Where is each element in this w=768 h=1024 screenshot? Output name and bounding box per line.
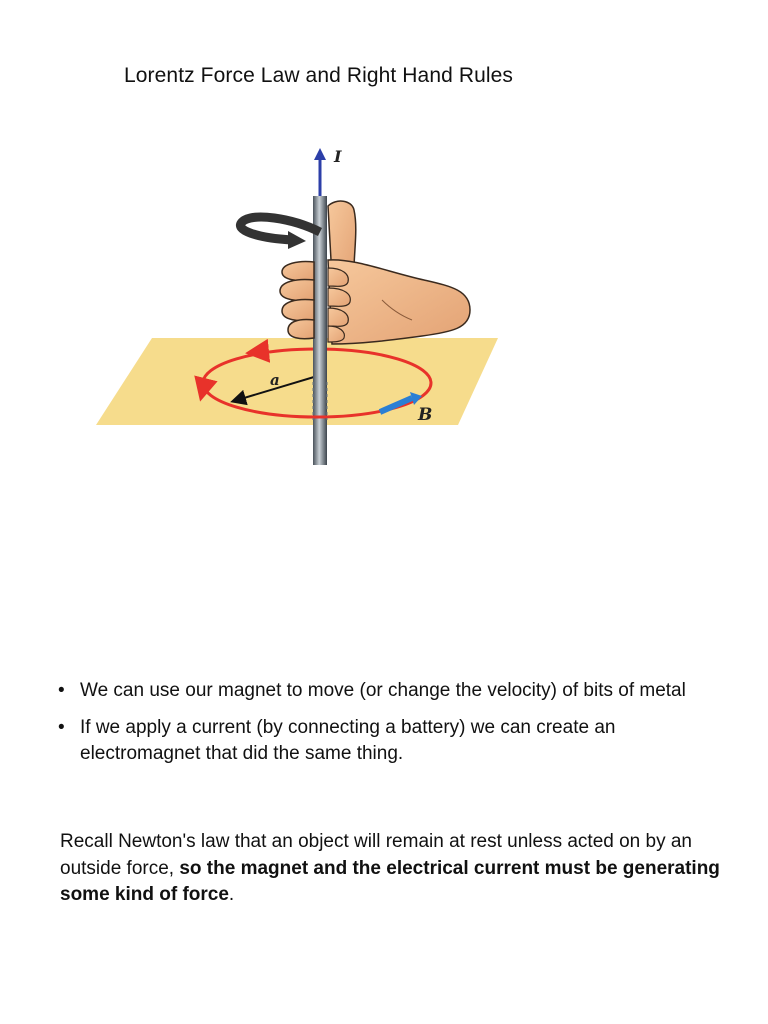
bullet-item	[56, 678, 716, 704]
bullet-marker: •	[58, 680, 65, 701]
radius-label: a	[270, 371, 280, 389]
bullet-marker: •	[58, 717, 65, 738]
bullet-text: We can use our magnet to move (or change the velocity) of bits of metal	[80, 680, 686, 701]
paragraph-end: .	[228, 884, 235, 905]
rod-lower	[313, 380, 327, 465]
newton-paragraph	[60, 829, 730, 909]
bullet-item	[56, 715, 716, 767]
rotation-arrow	[240, 217, 320, 240]
current-label: I	[334, 147, 342, 166]
page-title: Lorentz Force Law and Right Hand Rules	[124, 64, 514, 87]
right-hand-rule-figure	[92, 140, 508, 470]
paragraph-bold-text: so the magnet and the electrical current must be generating some kind of force	[60, 857, 720, 905]
field-arrow-back	[257, 351, 267, 352]
paragraph-plain-text: Recall Newton's law that an object will remain at rest unless acted on by an outside force,	[60, 831, 693, 879]
bullet-list	[56, 678, 716, 778]
bullet-text: If we apply a current (by connecting a battery) we can create an electromagnet that did the same thing.	[80, 717, 616, 764]
right-hand-rule-illustration	[92, 140, 508, 470]
b-field-label: B	[418, 405, 433, 425]
field-arrow-left	[203, 382, 205, 390]
rod-upper	[313, 196, 327, 382]
